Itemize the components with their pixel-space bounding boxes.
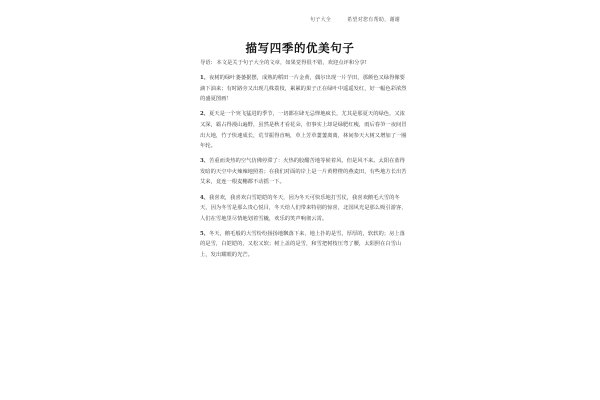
header-site-name: 句子大全: [310, 17, 332, 23]
paragraph-3: [200, 156, 410, 188]
paragraph-5: [200, 229, 410, 261]
paragraph-text: 夜树的绿叶萎萎据摆，成熟的稻田一片金黄，偶尔出现一片芋田，那颜色又绿得像要滴下油来；有时路旁又出现几株荔枝，累累的果子正在绿叶中遥遥发红，好一幅色彩浓烈的盛夏图画！: [200, 75, 407, 103]
paragraph-text: 冬天，鹅毛般的大雪纷纷扬扬地飘落下来，地上扑的是雪，厚厚的，软软的；房上落的是雪，白皑皑的，又松又软；树上盖的是雪，和雪把树枝压弯了腰，太阳照在白雪山上，发出耀眼的光芒。: [200, 230, 405, 258]
document-body: [200, 58, 410, 265]
header-slogan: 希望对您有帮助，谢谢: [347, 17, 401, 23]
paragraph-1: [200, 73, 410, 105]
paragraph-text: 苦重而炎热的空气仿佛停滞了：火热的胶醋苦地等候着风，但是风不来。太阳在蓝得发暗的天空中火辣辣地照着；在我们对面的岸上是一片黄橙橙的燕麦田，有些地方长出苦艾来，竟连一根麦穗都不动摇一下。: [200, 158, 407, 186]
paragraph-number: 5、: [200, 230, 209, 237]
paragraph-text: 我喜欢，我喜欢白雪皑皑的冬天，因为冬天可快乐地打雪仗，我喜欢鹅毛大雪的冬天，因为冬雪是那么贵心悦目，冬天给人们带来特别的惊喜，北国风光是那么吸引游客，人们在雪地里尽情地划着雪橇，欢乐的笑声响彻云霄。: [200, 194, 407, 222]
paragraph-2: [200, 109, 410, 151]
paragraph-text: 夏天是一个突飞猛进的季节，一切都在肆无忌惮地疯长，尤其是那夏天的绿色，又浓又深，霸占得漫山遍野，虽然是秋才看花朵，但事实上却是绿肥红瘦，雨后春笋一夜间冒出大地，竹子快速成长，荒节振得直响，草上芳草萋萋离离，林间参天大树又增加了一圈年轮。: [200, 111, 407, 150]
document-title: 描写四季的优美句子: [245, 41, 355, 55]
paragraph-number: 1、: [200, 75, 209, 82]
paragraph-number: 2、: [200, 111, 209, 118]
page-header: [310, 16, 414, 23]
paragraph-number: 3、: [200, 158, 209, 165]
paragraph-4: [200, 193, 410, 225]
intro-paragraph: [200, 58, 410, 69]
intro-label: 导语:: [200, 60, 213, 66]
intro-text: 本文是关于句子大全的文章，如果觉得很不错，欢迎点评和分享!: [216, 60, 367, 66]
paragraph-number: 4、: [200, 194, 209, 201]
